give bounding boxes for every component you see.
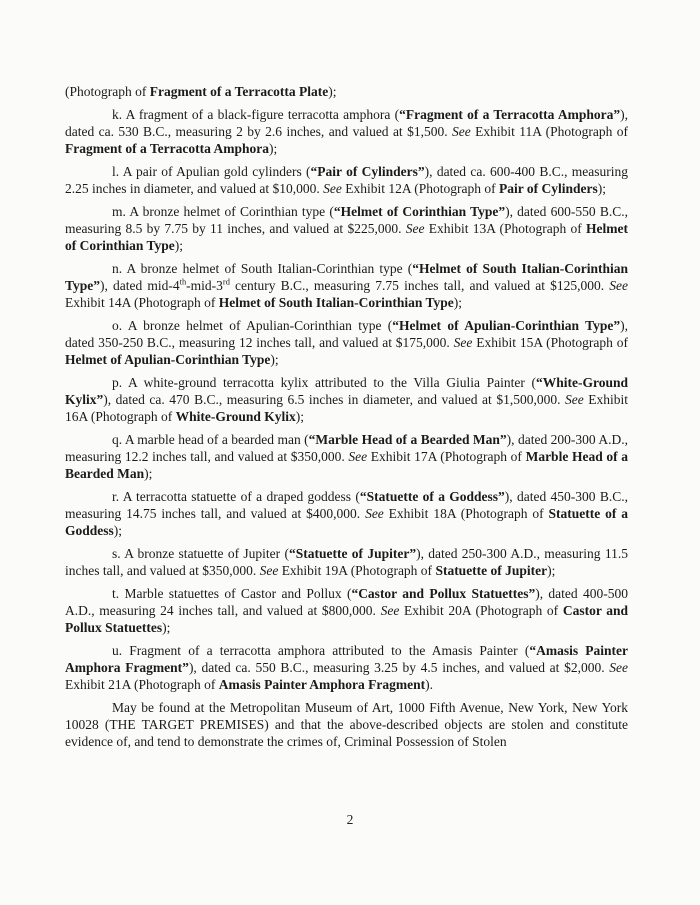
document-body <box>65 83 628 756</box>
bold-defined-term: “Helmet of Corinthian Type” <box>333 204 506 219</box>
para-item-n <box>65 260 628 311</box>
bold-defined-term: “Amasis Painter Amphora Fragment” <box>65 643 628 675</box>
italic-citation: See <box>564 392 584 407</box>
text-segment: -mid-3 <box>186 278 223 293</box>
bold-defined-term: Amasis Painter Amphora Fragment <box>218 677 426 692</box>
bold-defined-term: Statuette of a Goddess <box>65 506 629 538</box>
bold-defined-term: Helmet of Corinthian Type <box>65 221 628 253</box>
text-segment: s. A bronze statuette of Jupiter ( <box>112 546 289 561</box>
para-item-p <box>65 374 628 425</box>
para-item-u <box>65 642 628 693</box>
bold-defined-term: “Helmet of South Italian-Corinthian Type” <box>65 261 628 293</box>
page-number: 2 <box>346 812 354 827</box>
text-segment: ), dated 350-250 B.C., measuring 12 inches tall, and valued at $175,000. <box>65 318 628 350</box>
text-segment: (Photograph of <box>65 84 150 99</box>
bold-defined-term: Statuette of Jupiter <box>435 563 548 578</box>
text-segment: Exhibit 17A (Photograph of <box>367 449 526 464</box>
bold-defined-term: Fragment of a Terracotta Amphora <box>65 141 269 156</box>
text-segment: ); <box>295 409 305 424</box>
text-segment: ), dated mid-4 <box>100 278 180 293</box>
text-segment: ), dated 250-300 A.D., measuring 11.5 inches tall, and valued at $350,000. <box>65 546 628 578</box>
italic-citation: See <box>453 335 473 350</box>
text-segment: Exhibit 18A (Photograph of <box>383 506 549 521</box>
para-item-o <box>65 317 628 368</box>
text-segment: t. Marble statuettes of Castor and Pollux ( <box>112 586 352 601</box>
bold-defined-term: Helmet of Apulian-Corinthian Type <box>65 352 271 367</box>
bold-defined-term: Helmet of South Italian-Corinthian Type <box>218 295 454 310</box>
text-segment: ); <box>268 141 278 156</box>
text-segment: ), dated 400-500 A.D., measuring 24 inches tall, and valued at $800,000. <box>65 586 628 618</box>
italic-citation: See <box>348 449 368 464</box>
text-segment: May be found at the Metropolitan Museum of Art, 1000 Fifth Avenue, New York, New York 10028 (THE TARGET PREMISES) and that the above-described objects are stolen and constitute evidence of, and tend to demonstrate the crimes of, Criminal Possession of Stolen <box>65 700 628 749</box>
text-segment: Exhibit 20A (Photograph of <box>399 603 563 618</box>
text-segment: century B.C., measuring 7.75 inches tall, and valued at $125,000. <box>229 278 610 293</box>
text-segment: Exhibit 21A (Photograph of <box>65 677 219 692</box>
para-item-t <box>65 585 628 636</box>
text-segment: ); <box>453 295 463 310</box>
bold-defined-term: “Castor and Pollux Statuettes” <box>351 586 536 601</box>
bold-defined-term: “Fragment of a Terracotta Amphora” <box>399 107 621 122</box>
text-segment: m. A bronze helmet of Corinthian type ( <box>112 204 334 219</box>
text-segment: Exhibit 13A (Photograph of <box>424 221 587 236</box>
text-segment: k. A fragment of a black-figure terracotta amphora ( <box>112 107 400 122</box>
text-segment: ), dated ca. 550 B.C., measuring 3.25 by 4.5 inches, and valued at $2,000. <box>188 660 610 675</box>
italic-citation: See <box>405 221 425 236</box>
text-segment: Exhibit 14A (Photograph of <box>65 295 219 310</box>
text-segment: Exhibit 15A (Photograph of <box>472 335 628 350</box>
text-segment: q. A marble head of a bearded man ( <box>112 432 309 447</box>
para-item-s <box>65 545 628 579</box>
bold-defined-term: Marble Head of a Bearded Man <box>65 449 628 481</box>
bold-defined-term: Castor and Pollux Statuettes <box>65 603 628 635</box>
bold-defined-term: “Statuette of a Goddess” <box>359 489 505 504</box>
text-segment: ); <box>328 84 337 99</box>
text-segment: p. A white-ground terracotta kylix attributed to the Villa Giulia Painter ( <box>112 375 536 390</box>
bold-defined-term: “Statuette of Jupiter” <box>288 546 417 561</box>
text-segment: u. Fragment of a terracotta amphora attributed to the Amasis Painter ( <box>112 643 530 658</box>
text-segment: ); <box>547 563 556 578</box>
italic-citation: See <box>323 181 342 196</box>
text-segment: n. A bronze helmet of South Italian-Corinthian type ( <box>112 261 413 276</box>
para-item-r <box>65 488 628 539</box>
text-segment: ); <box>174 238 184 253</box>
italic-citation: See <box>259 563 279 578</box>
bold-defined-term: White-Ground Kylix <box>175 409 296 424</box>
text-segment: ); <box>270 352 279 367</box>
para-item-k <box>65 106 628 157</box>
text-segment: ), dated 450-300 B.C., measuring 14.75 inches tall, and valued at $400,000. <box>65 489 628 521</box>
para-target-premises <box>65 699 628 750</box>
bold-defined-term: “Helmet of Apulian-Corinthian Type” <box>392 318 621 333</box>
bold-defined-term: “Marble Head of a Bearded Man” <box>308 432 507 447</box>
bold-defined-term: Pair of Cylinders <box>499 181 598 196</box>
text-segment: o. A bronze helmet of Apulian-Corinthian type ( <box>112 318 393 333</box>
text-segment: Exhibit 12A (Photograph of <box>341 181 500 196</box>
bold-defined-term: Fragment of a Terracotta Plate <box>149 84 329 99</box>
bold-defined-term: “Pair of Cylinders” <box>310 164 425 179</box>
text-segment: l. A pair of Apulian gold cylinders ( <box>112 164 311 179</box>
text-segment: ); <box>597 181 607 196</box>
text-segment: ); <box>144 466 153 481</box>
para-item-m <box>65 203 628 254</box>
text-segment: r. A terracotta statuette of a draped goddess ( <box>112 489 360 504</box>
text-segment: Exhibit 16A (Photograph of <box>65 392 628 424</box>
bold-defined-term: “White-Ground Kylix” <box>65 375 628 407</box>
italic-citation: See <box>609 278 628 293</box>
superscript-text: th <box>179 277 187 287</box>
para-item-q <box>65 431 628 482</box>
text-segment: Exhibit 19A (Photograph of <box>278 563 436 578</box>
para-item-l <box>65 163 628 197</box>
superscript-text: rd <box>222 277 230 287</box>
italic-citation: See <box>365 506 384 521</box>
text-segment: ), dated 600-550 B.C., measuring 8.5 by 7.75 by 11 inches, and valued at $225,000. <box>65 204 628 236</box>
para-item-j-continuation <box>65 83 628 100</box>
text-segment: ), dated 200-300 A.D., measuring 12.2 inches tall, and valued at $350,000. <box>65 432 629 464</box>
italic-citation: See <box>380 603 400 618</box>
text-segment: ), dated ca. 600-400 B.C., measuring 2.25 inches in diameter, and valued at $10,000. <box>65 164 629 196</box>
text-segment: ). <box>425 677 433 692</box>
text-segment: ); <box>113 523 123 538</box>
text-segment: ); <box>162 620 171 635</box>
text-segment: ), dated ca. 470 B.C., measuring 6.5 inches in diameter, and valued at $1,500,000. <box>103 392 565 407</box>
text-segment: ), dated ca. 530 B.C., measuring 2 by 2.6 inches, and valued at $1,500. <box>65 107 628 139</box>
italic-citation: See <box>451 124 471 139</box>
italic-citation: See <box>609 660 629 675</box>
text-segment: Exhibit 11A (Photograph of <box>470 124 628 139</box>
